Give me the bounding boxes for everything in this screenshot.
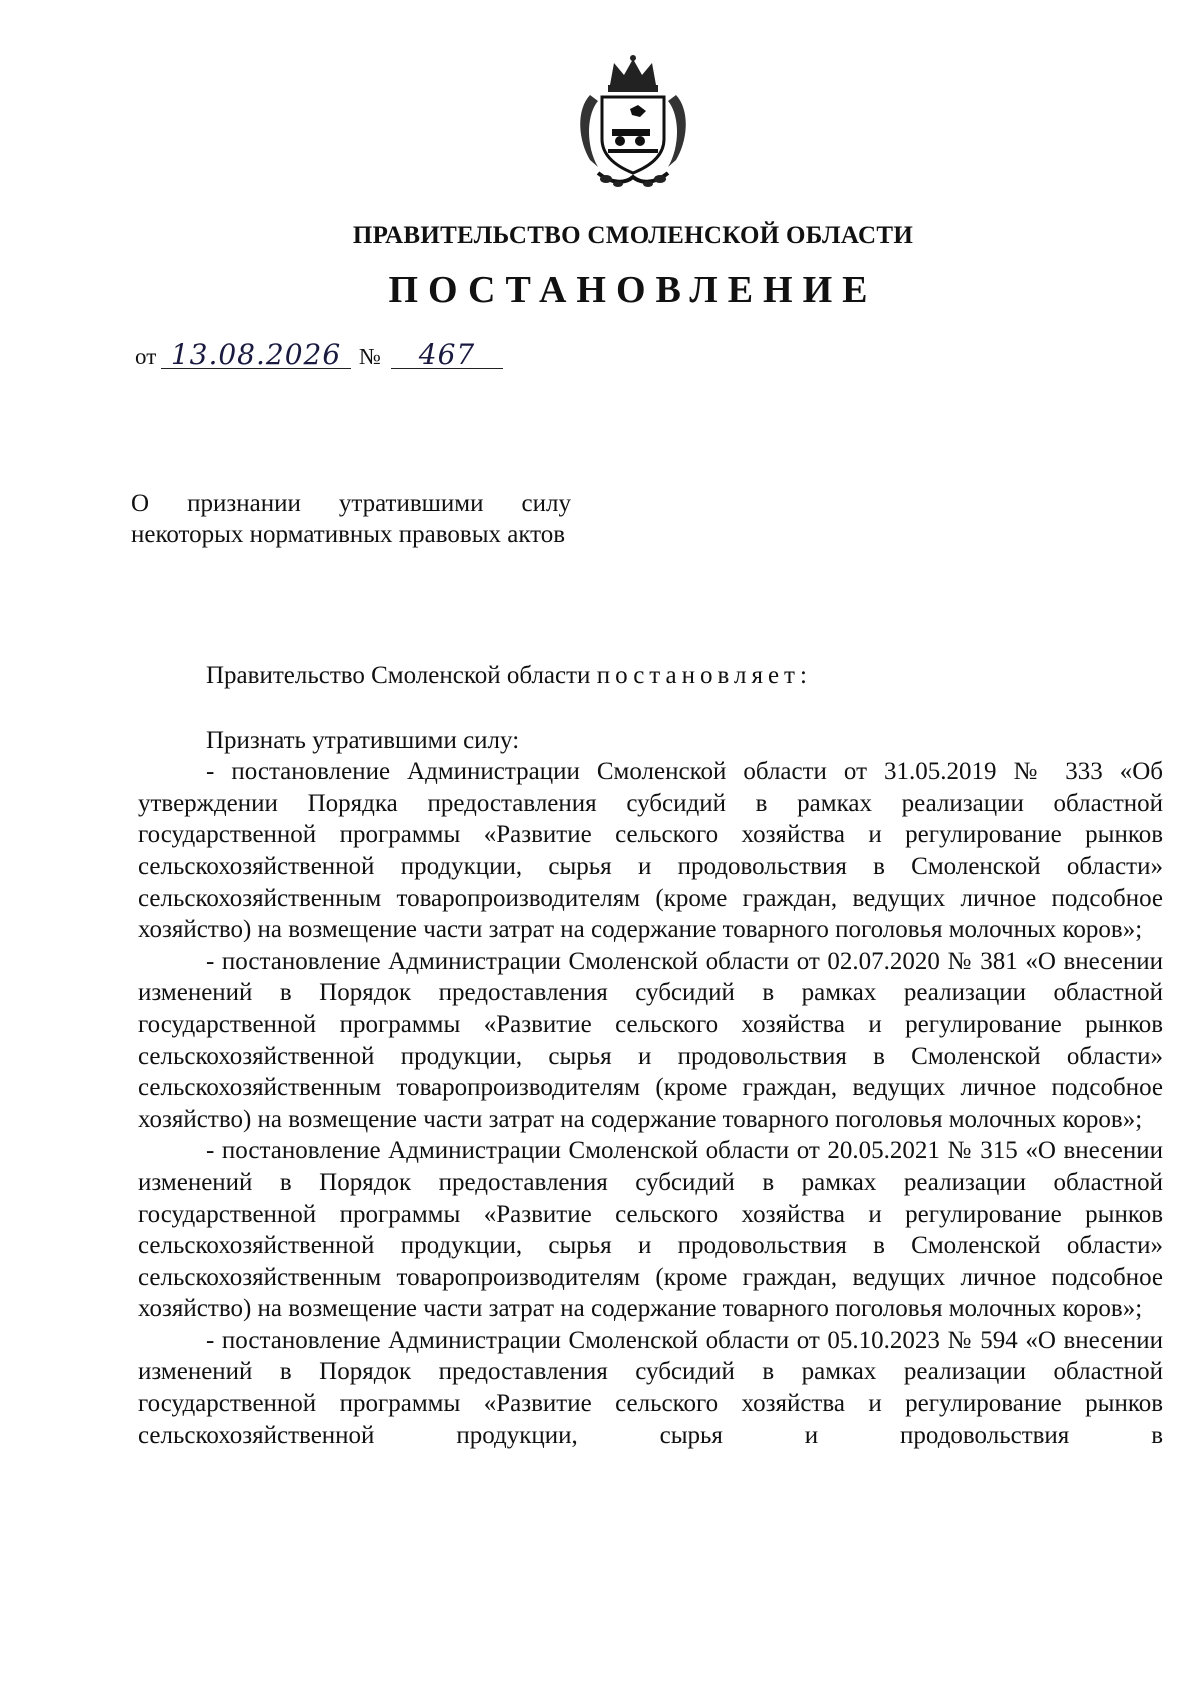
smolensk-coat-of-arms-icon (568, 55, 698, 190)
decree-item: - постановление Администрации Смоленской области от 31.05.2019 № 333 «Об утверждении Порядка предоставления субсидий в рамках реализации областной государственной программы «Развитие сельского хозяйства и регулирование рынков сельскохозяйственной продукции, сырья и продовольствия в Смоленской области» сельскохозяйственным товаропроизводителям (кроме граждан, ведущих личное подсобное хозяйство) на возмещение части затрат на содержание товарного поголовья молочных коров»; (138, 758, 1163, 944)
document-body (138, 660, 1163, 1451)
document-subject: О признании утратившими силу некоторых нормативных правовых актов (131, 490, 571, 548)
intro-paragraph (138, 660, 1163, 692)
number-label: № (359, 344, 381, 369)
date-label: от (135, 344, 157, 369)
date-value: 13.08.2026 (161, 338, 351, 369)
decree-item: - постановление Администрации Смоленской области от 20.05.2021 № 315 «О внесении изменений в Порядок предоставления субсидий в рамках реализации областной государственной программы «Развитие сельского хозяйства и регулирование рынков сельскохозяйственной продукции, сырья и продовольствия в Смоленской области» сельскохозяйственным товаропроизводителям (кроме граждан, ведущих личное подсобное хозяйство) на возмещение части затрат на содержание товарного поголовья молочных коров»; (138, 1137, 1163, 1323)
number-value: 467 (391, 338, 503, 369)
intro-resolves-word: постановляет: (596, 662, 812, 689)
decree-item: - постановление Администрации Смоленской области от 02.07.2020 № 381 «О внесении изменений в Порядок предоставления субсидий в рамках реализации областной государственной программы «Развитие сельского хозяйства и регулирование рынков сельскохозяйственной продукции, сырья и продовольствия в Смоленской области» сельскохозяйственным товаропроизводителям (кроме граждан, ведущих личное подсобное хозяйство) на возмещение части затрат на содержание товарного поголовья молочных коров»; (138, 947, 1163, 1133)
intro-text: Правительство Смоленской области (206, 662, 591, 689)
document-type-title: ПОСТАНОВЛЕНИЕ (388, 269, 878, 311)
lead-paragraph: Признать утратившими силу: (206, 726, 520, 754)
decree-item: - постановление Администрации Смоленской области от 05.10.2023 № 594 «О внесении изменений в Порядок предоставления субсидий в рамках реализации областной государственной программы «Развитие сельского хозяйства и регулирование рынков сельскохозяйственной продукции, сырья и продовольствия в (138, 1326, 1163, 1449)
organization-title: ПРАВИТЕЛЬСТВО СМОЛЕНСКОЙ ОБЛАСТИ (352, 222, 914, 249)
